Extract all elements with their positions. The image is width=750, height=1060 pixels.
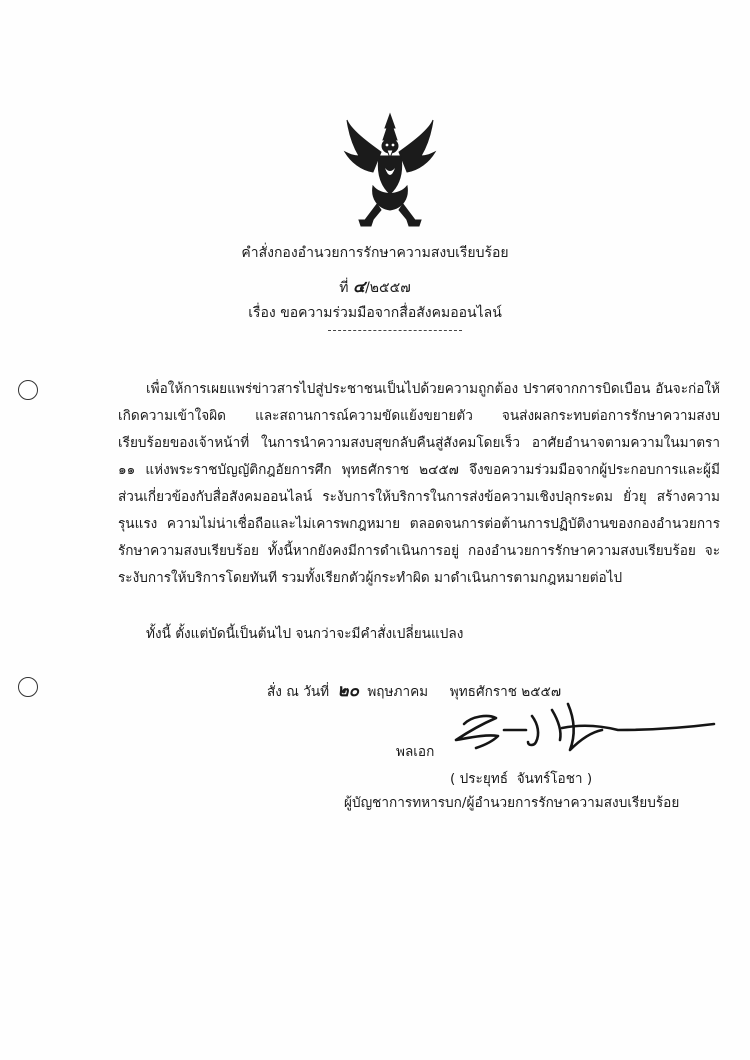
signer-rank: พลเอก [396,744,435,760]
signer-position: ผู้บัญชาการทหารบก/ผู้อำนวยการรักษาความสงบเรียบร้อย [344,795,680,811]
body-paragraph [118,376,720,592]
closing-statement: ทั้งนี้ ตั้งแต่บัดนี้เป็นต้นไป จนกว่าจะมีคำสั่งเปลี่ยนแปลง [146,626,464,642]
order-number [0,278,750,297]
punch-hole-icon [18,677,38,697]
date-day-handwritten: ๒๐ [337,681,359,701]
handwritten-signature [442,694,718,764]
order-subject: เรื่อง ขอความร่วมมือจากสื่อสังคมออนไลน์ [248,305,502,321]
signer-name: ( ประยุทธ์ จันทร์โอชา ) [450,771,593,787]
order-title: คำสั่งกองอำนวยการรักษาความสงบเรียบร้อย [241,245,509,261]
order-number-handwritten: ๔ [352,277,366,296]
garuda-emblem-icon [341,112,439,230]
date-year: พุทธศักราช ๒๕๕๗ [449,684,562,700]
punch-hole-icon [18,380,38,400]
order-number-prefix: ที่ [339,280,349,296]
body-paragraph-text: เพื่อให้การเผยแพร่ข่าวสารไปสู่ประชาชนเป็นไปด้วยความถูกต้อง ปราศจากการบิดเบือน อันจะก่อให้เกิดความเข้าใจผิด และสถานการณ์ความขัดแย้งขยายตัว จนส่งผลกระทบต่อการรักษาความสงบเรียบร้อยของเจ้าหน้าที่ ในการนำความสงบสุขกลับคืนสู่สังคมโดยเร็ว อาศัยอำนาจตามความในมาตรา ๑๑ แห่งพระราชบัญญัติกฎอัยการศึก พุทธศักราช ๒๔๕๗ จึงขอความร่วมมือจากผู้ประกอบการและผู้มีส่วนเกี่ยวข้องกับสื่อสังคมออนไลน์ ระงับการให้บริการในการส่งข้อความเชิงปลุกระดม ยั่วยุ สร้างความรุนแรง ความไม่น่าเชื่อถือและไม่เคารพกฎหมาย ตลอดจนการต่อต้านการปฏิบัติงานของกองอำนวยการรักษาความสงบเรียบร้อย ทั้งนี้หากยังคงมีการดำเนินการอยู่ กองอำนวยการรักษาความสงบเรียบร้อย จะระงับการให้บริการโดยทันที รวมทั้งเรียกตัวผู้กระทำผิด มาดำเนินการตามกฎหมายต่อไป [118,381,720,586]
date-month: พฤษภาคม [367,684,429,700]
order-number-suffix: /๒๕๕๗ [365,280,411,296]
header-divider [328,330,462,331]
date-prefix: สั่ง ณ วันที่ [267,684,330,700]
